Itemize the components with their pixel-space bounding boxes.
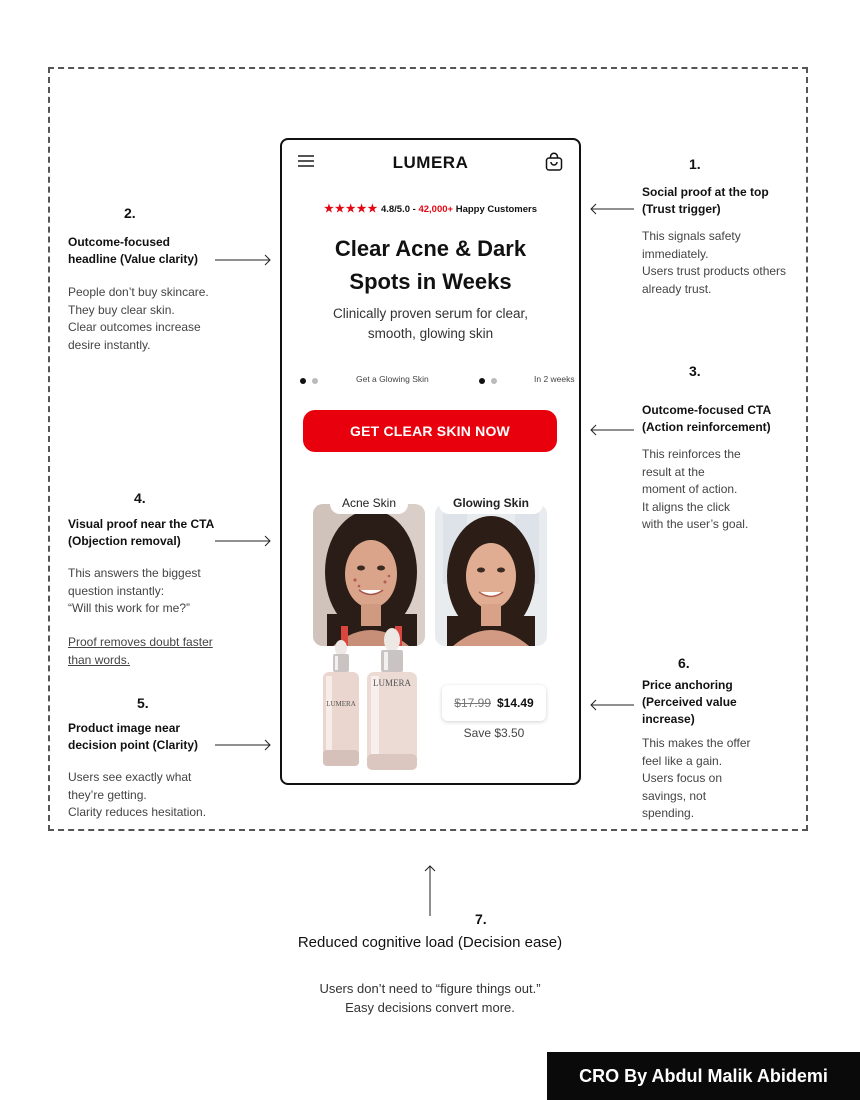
annotation-1-body: This signals safety immediately. Users trust products others already trust.	[642, 229, 787, 296]
benefit-ticker	[282, 374, 581, 388]
annotation-7-body: Users don’t need to “figure things out.” Easy decisions convert more.	[319, 981, 541, 1015]
annotation-7-arrow-icon	[424, 864, 436, 923]
price-box	[442, 685, 546, 721]
annotation-6-number: 6.	[678, 655, 690, 671]
ticker-item: Get a Glowing Skin	[356, 374, 429, 384]
ticker-item: In 2 weeks	[534, 374, 575, 384]
original-price: $17.99	[454, 696, 491, 710]
social-proof-rating: ★★★★★ 4.8/5.0 - 42,000+ Happy Customers	[324, 203, 537, 215]
annotation-1-number: 1.	[689, 156, 701, 172]
annotation-7-number: 7.	[475, 911, 487, 927]
annotation-3-body: This reinforces the result at the moment of action. It aligns the click with the user’s goal.	[642, 447, 749, 531]
annotation-5-number: 5.	[137, 695, 149, 711]
annotation-2-arrow-icon	[214, 254, 272, 266]
savings-text: Save $3.50	[463, 726, 525, 740]
annotation-4-link[interactable]: Proof removes doubt faster than words.	[68, 635, 213, 667]
annotation-3-title: Outcome-focused CTA (Action reinforcement)	[642, 403, 772, 434]
shopping-bag-icon[interactable]	[544, 152, 564, 172]
annotation-7-title: Reduced cognitive load (Decision ease)	[297, 934, 563, 951]
hero-headline: Clear Acne & Dark Spots in Weeks	[334, 236, 527, 294]
get-clear-skin-button[interactable]: GET CLEAR SKIN NOW	[303, 410, 557, 452]
brand-logo[interactable]: LUMERA	[392, 153, 469, 172]
annotation-3-number: 3.	[689, 363, 701, 379]
before-photo	[313, 504, 425, 646]
annotation-5-arrow-icon	[214, 739, 272, 751]
annotation-5-body: Users see exactly what they’re getting. Clarity reduces hesitation.	[68, 770, 207, 819]
annotation-6-body: This makes the offer feel like a gain. Users focus on savings, not spending.	[642, 736, 751, 820]
annotation-4-body: This answers the biggest question instantly: “Will this work for me?”	[68, 566, 201, 615]
annotation-1-arrow-icon	[589, 203, 635, 215]
after-label: Glowing Skin	[439, 492, 543, 514]
annotation-1-title: Social proof at the top (Trust trigger)	[642, 185, 769, 216]
annotation-4-number: 4.	[134, 490, 146, 506]
after-photo	[435, 504, 547, 646]
annotation-2-title: Outcome-focused headline (Value clarity)	[68, 235, 199, 266]
annotation-6-title: Price anchoring (Perceived value increase)	[642, 678, 737, 726]
credit-badge: CRO By Abdul Malik Abidemi	[547, 1052, 860, 1100]
annotation-6-arrow-icon	[589, 699, 635, 711]
product-image	[317, 626, 427, 772]
annotation-2-body: People don’t buy skincare. They buy clear skin. Clear outcomes increase desire instantly.	[68, 285, 209, 352]
bottle-label-large: LUMERA	[373, 678, 411, 688]
before-label: Acne Skin	[330, 492, 408, 514]
hero-subheadline: Clinically proven serum for clear, smooth, glowing skin	[332, 306, 529, 341]
rating-stars-icon: ★★★★★	[324, 203, 379, 215]
annotation-5-title: Product image near decision point (Clarity)	[68, 721, 199, 752]
annotation-4-title: Visual proof near the CTA (Objection removal)	[68, 517, 215, 548]
phone-mockup	[280, 138, 581, 785]
annotation-4-arrow-icon	[214, 535, 272, 547]
annotation-2-number: 2.	[124, 205, 136, 221]
bottle-label-small: LUMERA	[326, 700, 356, 708]
annotation-3-arrow-icon	[589, 424, 635, 436]
sale-price: $14.49	[497, 696, 534, 710]
